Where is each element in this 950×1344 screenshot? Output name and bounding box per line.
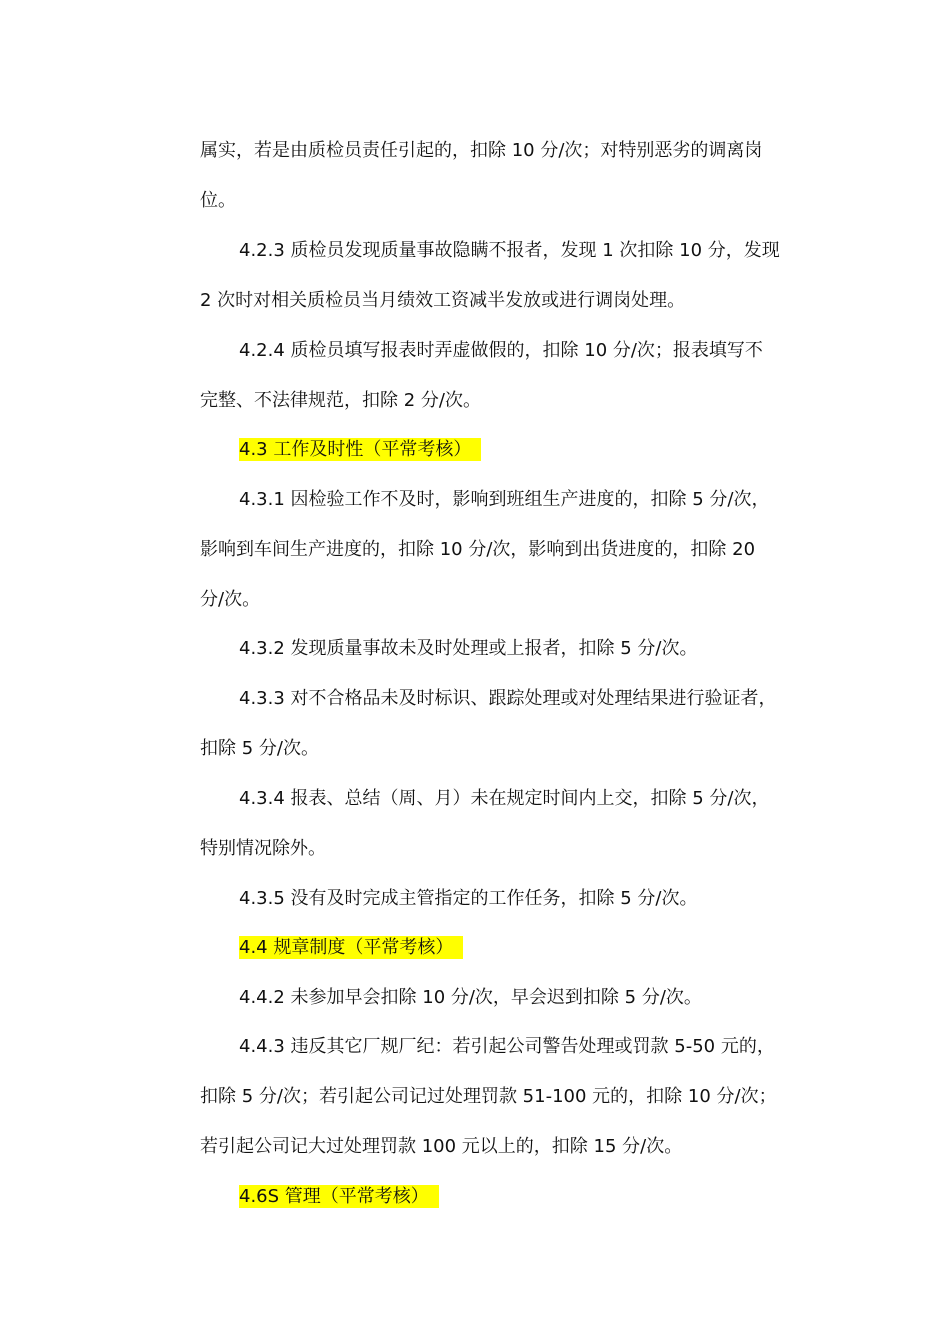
clause-4-3-4: 4.3.4 报表、总结（周、月）未在规定时间内上交，扣除 5 分/次， bbox=[239, 788, 770, 809]
highlighted-heading: 4.3 工作及时性（平常考核） bbox=[239, 438, 481, 461]
clause-4-3-5: 4.3.5 没有及时完成主管指定的工作任务，扣除 5 分/次。 bbox=[239, 888, 698, 909]
clause-4-3-1: 4.3.1 因检验工作不及时，影响到班组生产进度的，扣除 5 分/次， bbox=[239, 489, 770, 510]
section-heading-4-4 bbox=[239, 935, 859, 961]
paragraph-line: 分/次。 bbox=[200, 589, 261, 610]
paragraph-line: 完整、不法律规范，扣除 2 分/次。 bbox=[200, 390, 481, 411]
paragraph-line: 扣除 5 分/次。 bbox=[200, 738, 319, 759]
paragraph-line: 特别情况除外。 bbox=[200, 838, 326, 859]
clause-4-4-3: 4.4.3 违反其它厂规厂纪：若引起公司警告处理或罚款 5-50 元的， bbox=[239, 1036, 775, 1057]
clause-4-2-3: 4.2.3 质检员发现质量事故隐瞒不报者，发现 1 次扣除 10 分，发现 bbox=[239, 240, 780, 261]
clause-4-3-2: 4.3.2 发现质量事故未及时处理或上报者，扣除 5 分/次。 bbox=[239, 638, 698, 659]
clause-4-4-2: 4.4.2 未参加早会扣除 10 分/次，早会迟到扣除 5 分/次。 bbox=[239, 987, 702, 1008]
clause-4-2-4: 4.2.4 质检员填写报表时弄虚做假的，扣除 10 分/次；报表填写不 bbox=[239, 340, 763, 361]
paragraph-line: 扣除 5 分/次；若引起公司记过处理罚款 51-100 元的，扣除 10 分/次； bbox=[200, 1086, 777, 1107]
clause-4-3-3: 4.3.3 对不合格品未及时标识、跟踪处理或对处理结果进行验证者， bbox=[239, 688, 777, 709]
paragraph-line: 影响到车间生产进度的，扣除 10 分/次，影响到出货进度的，扣除 20 bbox=[200, 539, 756, 560]
section-heading-4-3 bbox=[239, 437, 859, 463]
paragraph-line: 位。 bbox=[200, 190, 236, 211]
paragraph-line: 2 次时对相关质检员当月绩效工资减半发放或进行调岗处理。 bbox=[200, 290, 686, 311]
paragraph-line: 属实，若是由质检员责任引起的，扣除 10 分/次；对特别恶劣的调离岗 bbox=[200, 140, 763, 161]
highlighted-heading: 4.4 规章制度（平常考核） bbox=[239, 936, 463, 959]
paragraph-line: 若引起公司记大过处理罚款 100 元以上的，扣除 15 分/次。 bbox=[200, 1136, 683, 1157]
section-heading-4-6s bbox=[239, 1184, 859, 1210]
highlighted-heading: 4.6S 管理（平常考核） bbox=[239, 1185, 439, 1208]
